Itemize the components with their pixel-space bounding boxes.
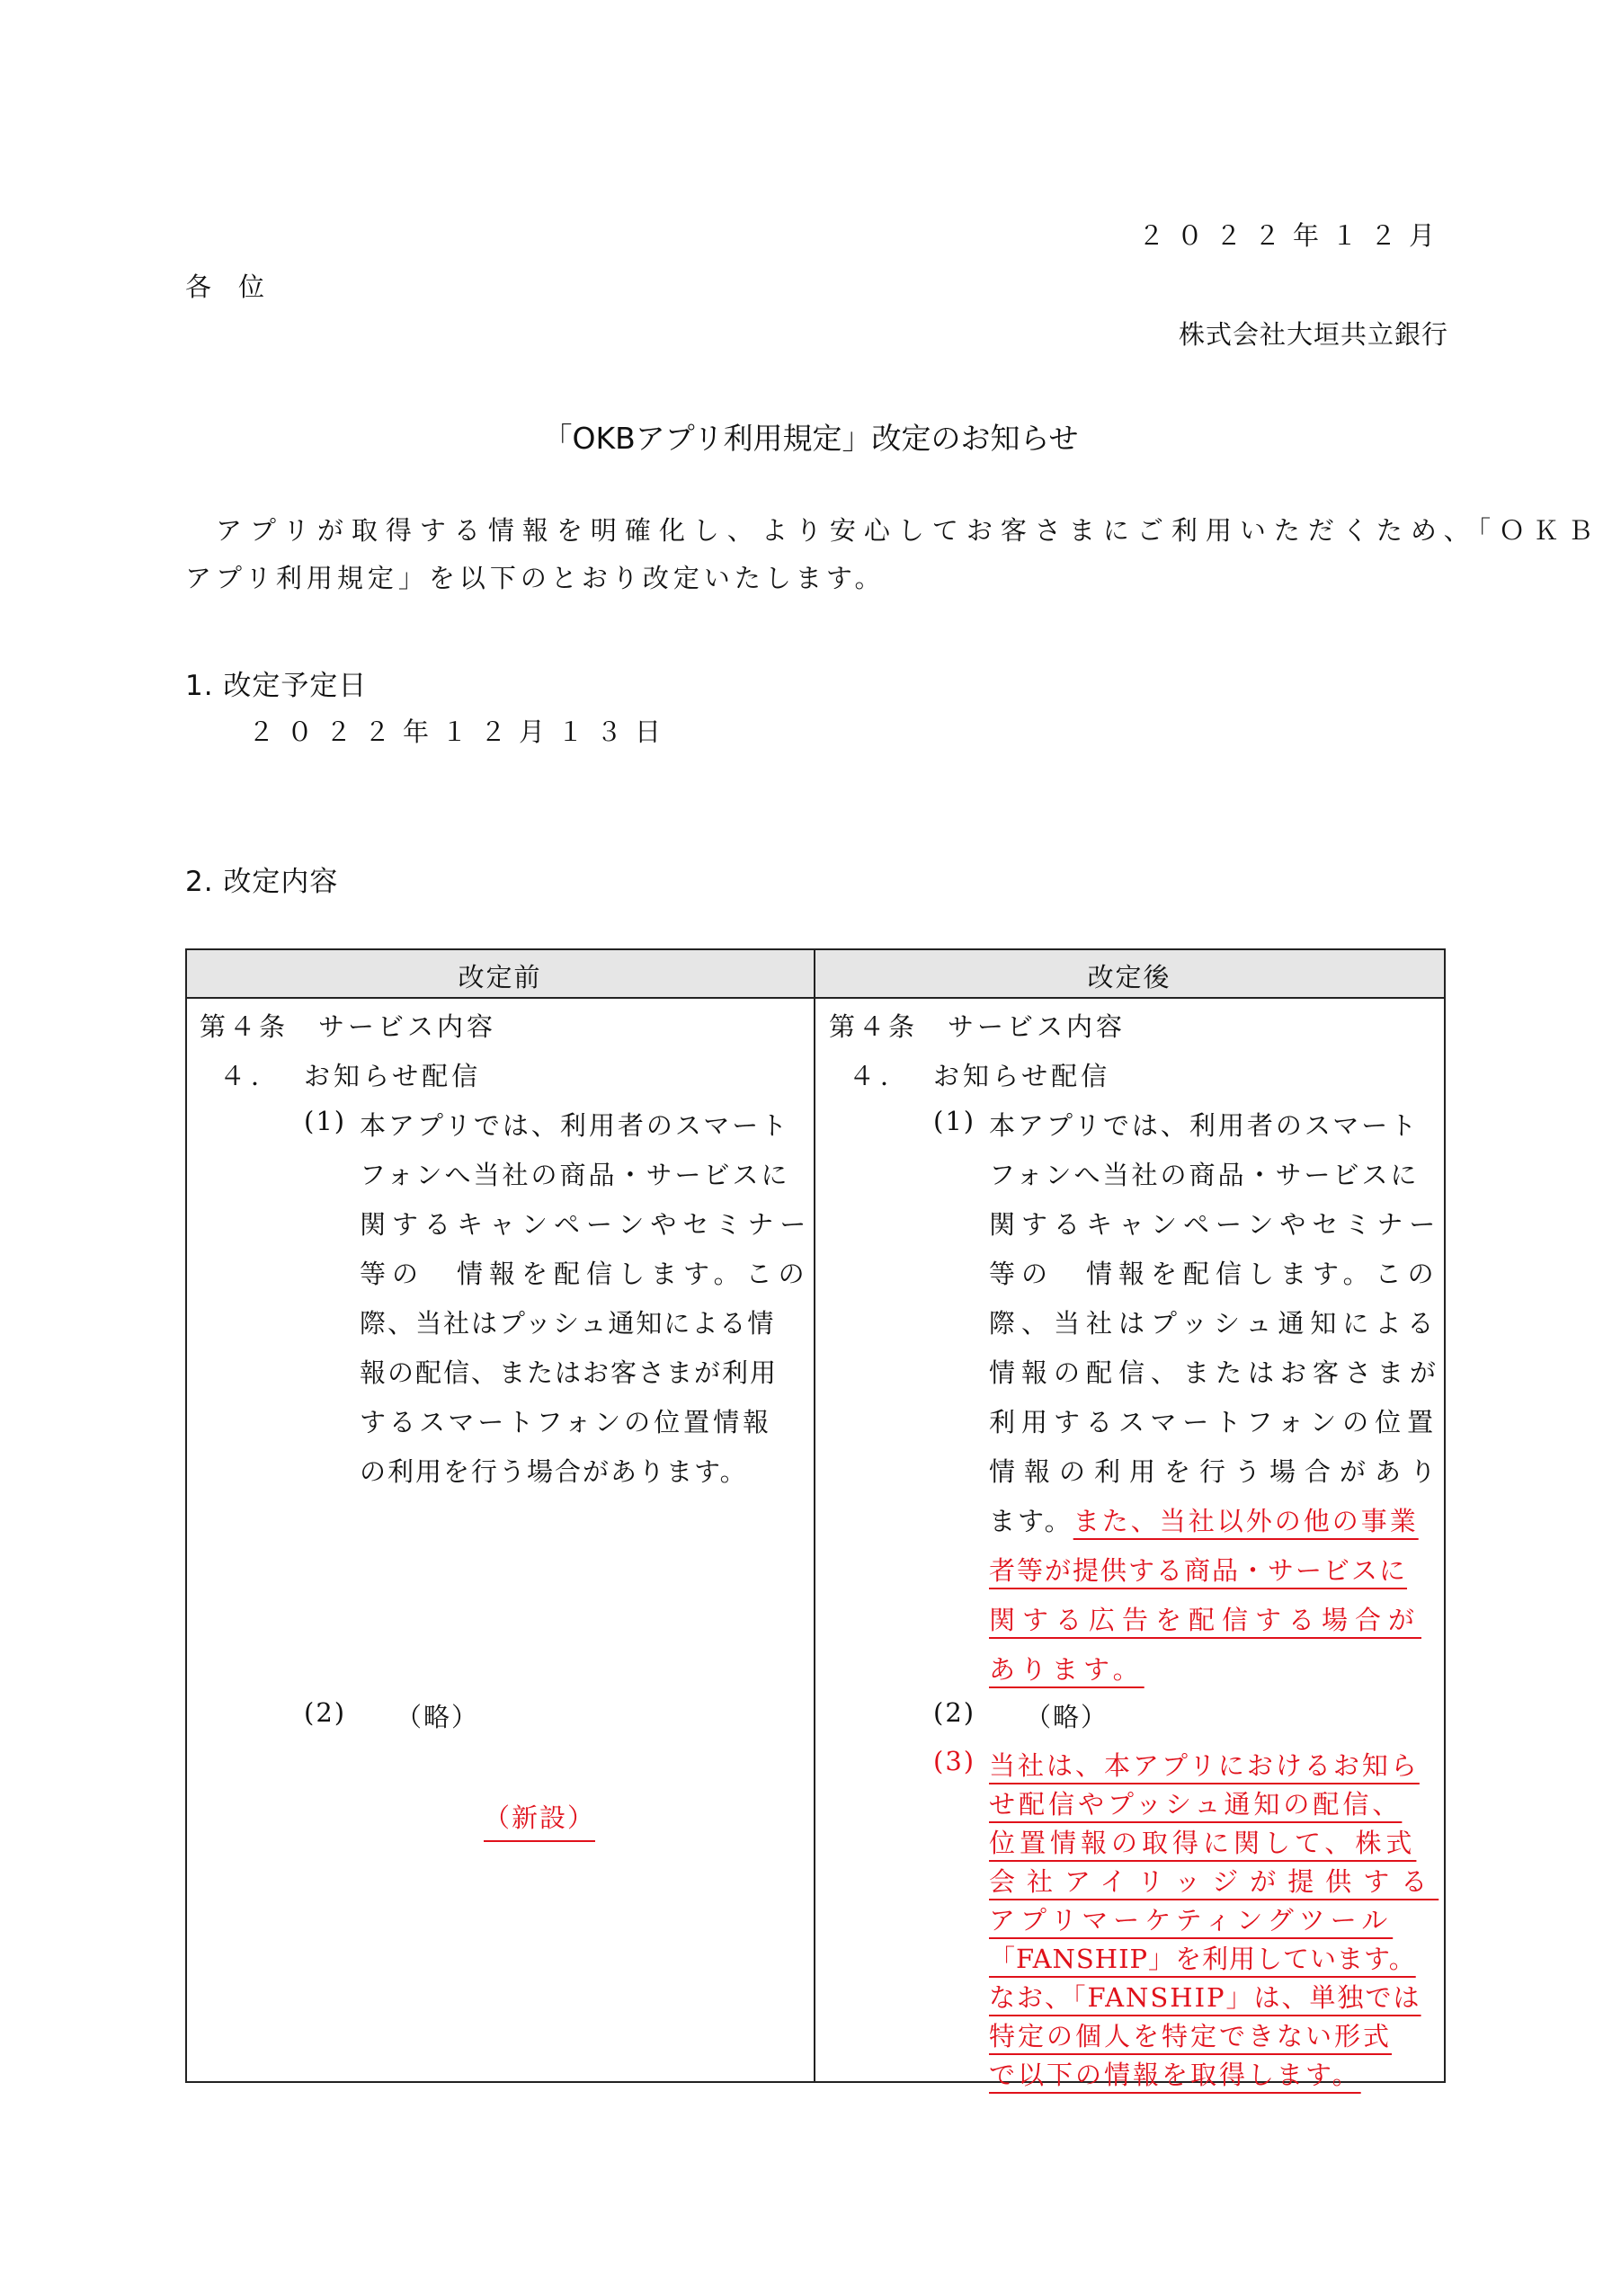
after-p1-line: 本アプリでは、利用者のスマート bbox=[989, 1110, 1420, 1141]
header-before: 改定前 bbox=[458, 962, 542, 992]
after-p1-line: 際、当社はプッシュ通知による bbox=[989, 1308, 1440, 1339]
before-p1-line: 等の 情報を配信します。この bbox=[360, 1259, 811, 1289]
before-article: 第４条 サービス内容 bbox=[200, 1011, 497, 1042]
after-p3-line: 「FANSHIP」を利用しています。 bbox=[989, 1944, 1416, 1974]
after-article: 第４条 サービス内容 bbox=[829, 1011, 1127, 1042]
document-date: ２０２２年１２月 bbox=[1137, 220, 1447, 251]
before-p1-line: するスマートフォンの位置情報 bbox=[360, 1407, 773, 1437]
intro-line-2: アプリ利用規定」を以下のとおり改定いたします。 bbox=[185, 563, 886, 593]
after-p1-added-line: 者等が提供する商品・サービスに bbox=[989, 1555, 1408, 1586]
after-p3-line: アプリマーケティングツール bbox=[989, 1905, 1394, 1936]
before-item-title: お知らせ配信 bbox=[304, 1061, 482, 1091]
after-p1-last-line bbox=[989, 1501, 1419, 1538]
after-p3-line: なお、「FANSHIP」は、単独では bbox=[989, 1982, 1421, 2013]
before-p1-number: (1) bbox=[304, 1106, 347, 1136]
after-item-number: ４． bbox=[849, 1061, 913, 1091]
before-p1-line: の利用を行う場合があります。 bbox=[360, 1456, 748, 1487]
after-p3-line: 当社は、本アプリにおけるお知ら bbox=[989, 1750, 1420, 1781]
intro-line-1: アプリが取得する情報を明確化し、より安心してお客さまにご利用いただくため、「ＯＫＢ bbox=[216, 515, 1602, 546]
after-p1-line: 等の 情報を配信します。この bbox=[989, 1259, 1440, 1289]
after-p1-number: (1) bbox=[933, 1106, 976, 1136]
revision-date: ２０２２年１２月１３日 bbox=[248, 716, 674, 747]
header-after: 改定後 bbox=[1087, 962, 1171, 992]
section-2-heading: 2. 改定内容 bbox=[185, 866, 339, 898]
before-p1-line: フォンへ当社の商品・サービスに bbox=[360, 1160, 790, 1190]
addressee: 各位 bbox=[185, 271, 292, 302]
after-p1-line: 関するキャンペーンやセミナー bbox=[989, 1209, 1442, 1240]
after-p1-added-line: あります。 bbox=[989, 1654, 1144, 1685]
after-p2-number: (2) bbox=[933, 1697, 976, 1728]
page-title: 「OKBアプリ利用規定」改定のお知らせ bbox=[542, 421, 1079, 456]
after-p1-line: フォンへ当社の商品・サービスに bbox=[989, 1160, 1420, 1190]
issuer-name: 株式会社大垣共立銀行 bbox=[1178, 319, 1448, 350]
section-1-heading: 1. 改定予定日 bbox=[185, 670, 368, 702]
before-p1-line: 本アプリでは、利用者のスマート bbox=[360, 1110, 790, 1141]
before-item-number: ４． bbox=[219, 1061, 283, 1091]
before-p2-text: （略） bbox=[396, 1702, 480, 1732]
after-p3-line: で以下の情報を取得します。 bbox=[989, 2060, 1361, 2090]
before-p1-line: 関するキャンペーンやセミナー bbox=[360, 1209, 813, 1240]
after-p3-number: (3) bbox=[933, 1746, 976, 1776]
after-p3-line: 会社アイリッジが提供する bbox=[989, 1866, 1439, 1897]
after-p1-added-line: 関する広告を配信する場合が bbox=[989, 1605, 1422, 1635]
before-p2-number: (2) bbox=[304, 1697, 347, 1728]
after-p2-text: （略） bbox=[1025, 1702, 1109, 1732]
after-p3-line: せ配信やプッシュ通知の配信、 bbox=[989, 1789, 1403, 1820]
after-p3-line: 位置情報の取得に関して、株式 bbox=[989, 1828, 1417, 1858]
after-p1-line: 情報の配信、またはお客さまが bbox=[989, 1357, 1443, 1388]
after-p1-line: 利用するスマートフォンの位置 bbox=[989, 1407, 1440, 1437]
after-p1-added-start: また、当社以外の他の事業 bbox=[1073, 1506, 1419, 1536]
column-divider bbox=[814, 948, 815, 2083]
after-p1-last-black: ます。 bbox=[989, 1506, 1073, 1536]
before-new-label: （新設） bbox=[484, 1798, 595, 1842]
before-p1-line: 際、当社はプッシュ通知による情 bbox=[360, 1308, 776, 1339]
after-p3-line: 特定の個人を特定できない形式 bbox=[989, 2021, 1393, 2051]
after-item-title: お知らせ配信 bbox=[933, 1061, 1111, 1091]
before-p1-line: 報の配信、またはお客さまが利用 bbox=[360, 1357, 779, 1388]
after-p1-line: 情報の利用を行う場合があり bbox=[989, 1456, 1446, 1487]
